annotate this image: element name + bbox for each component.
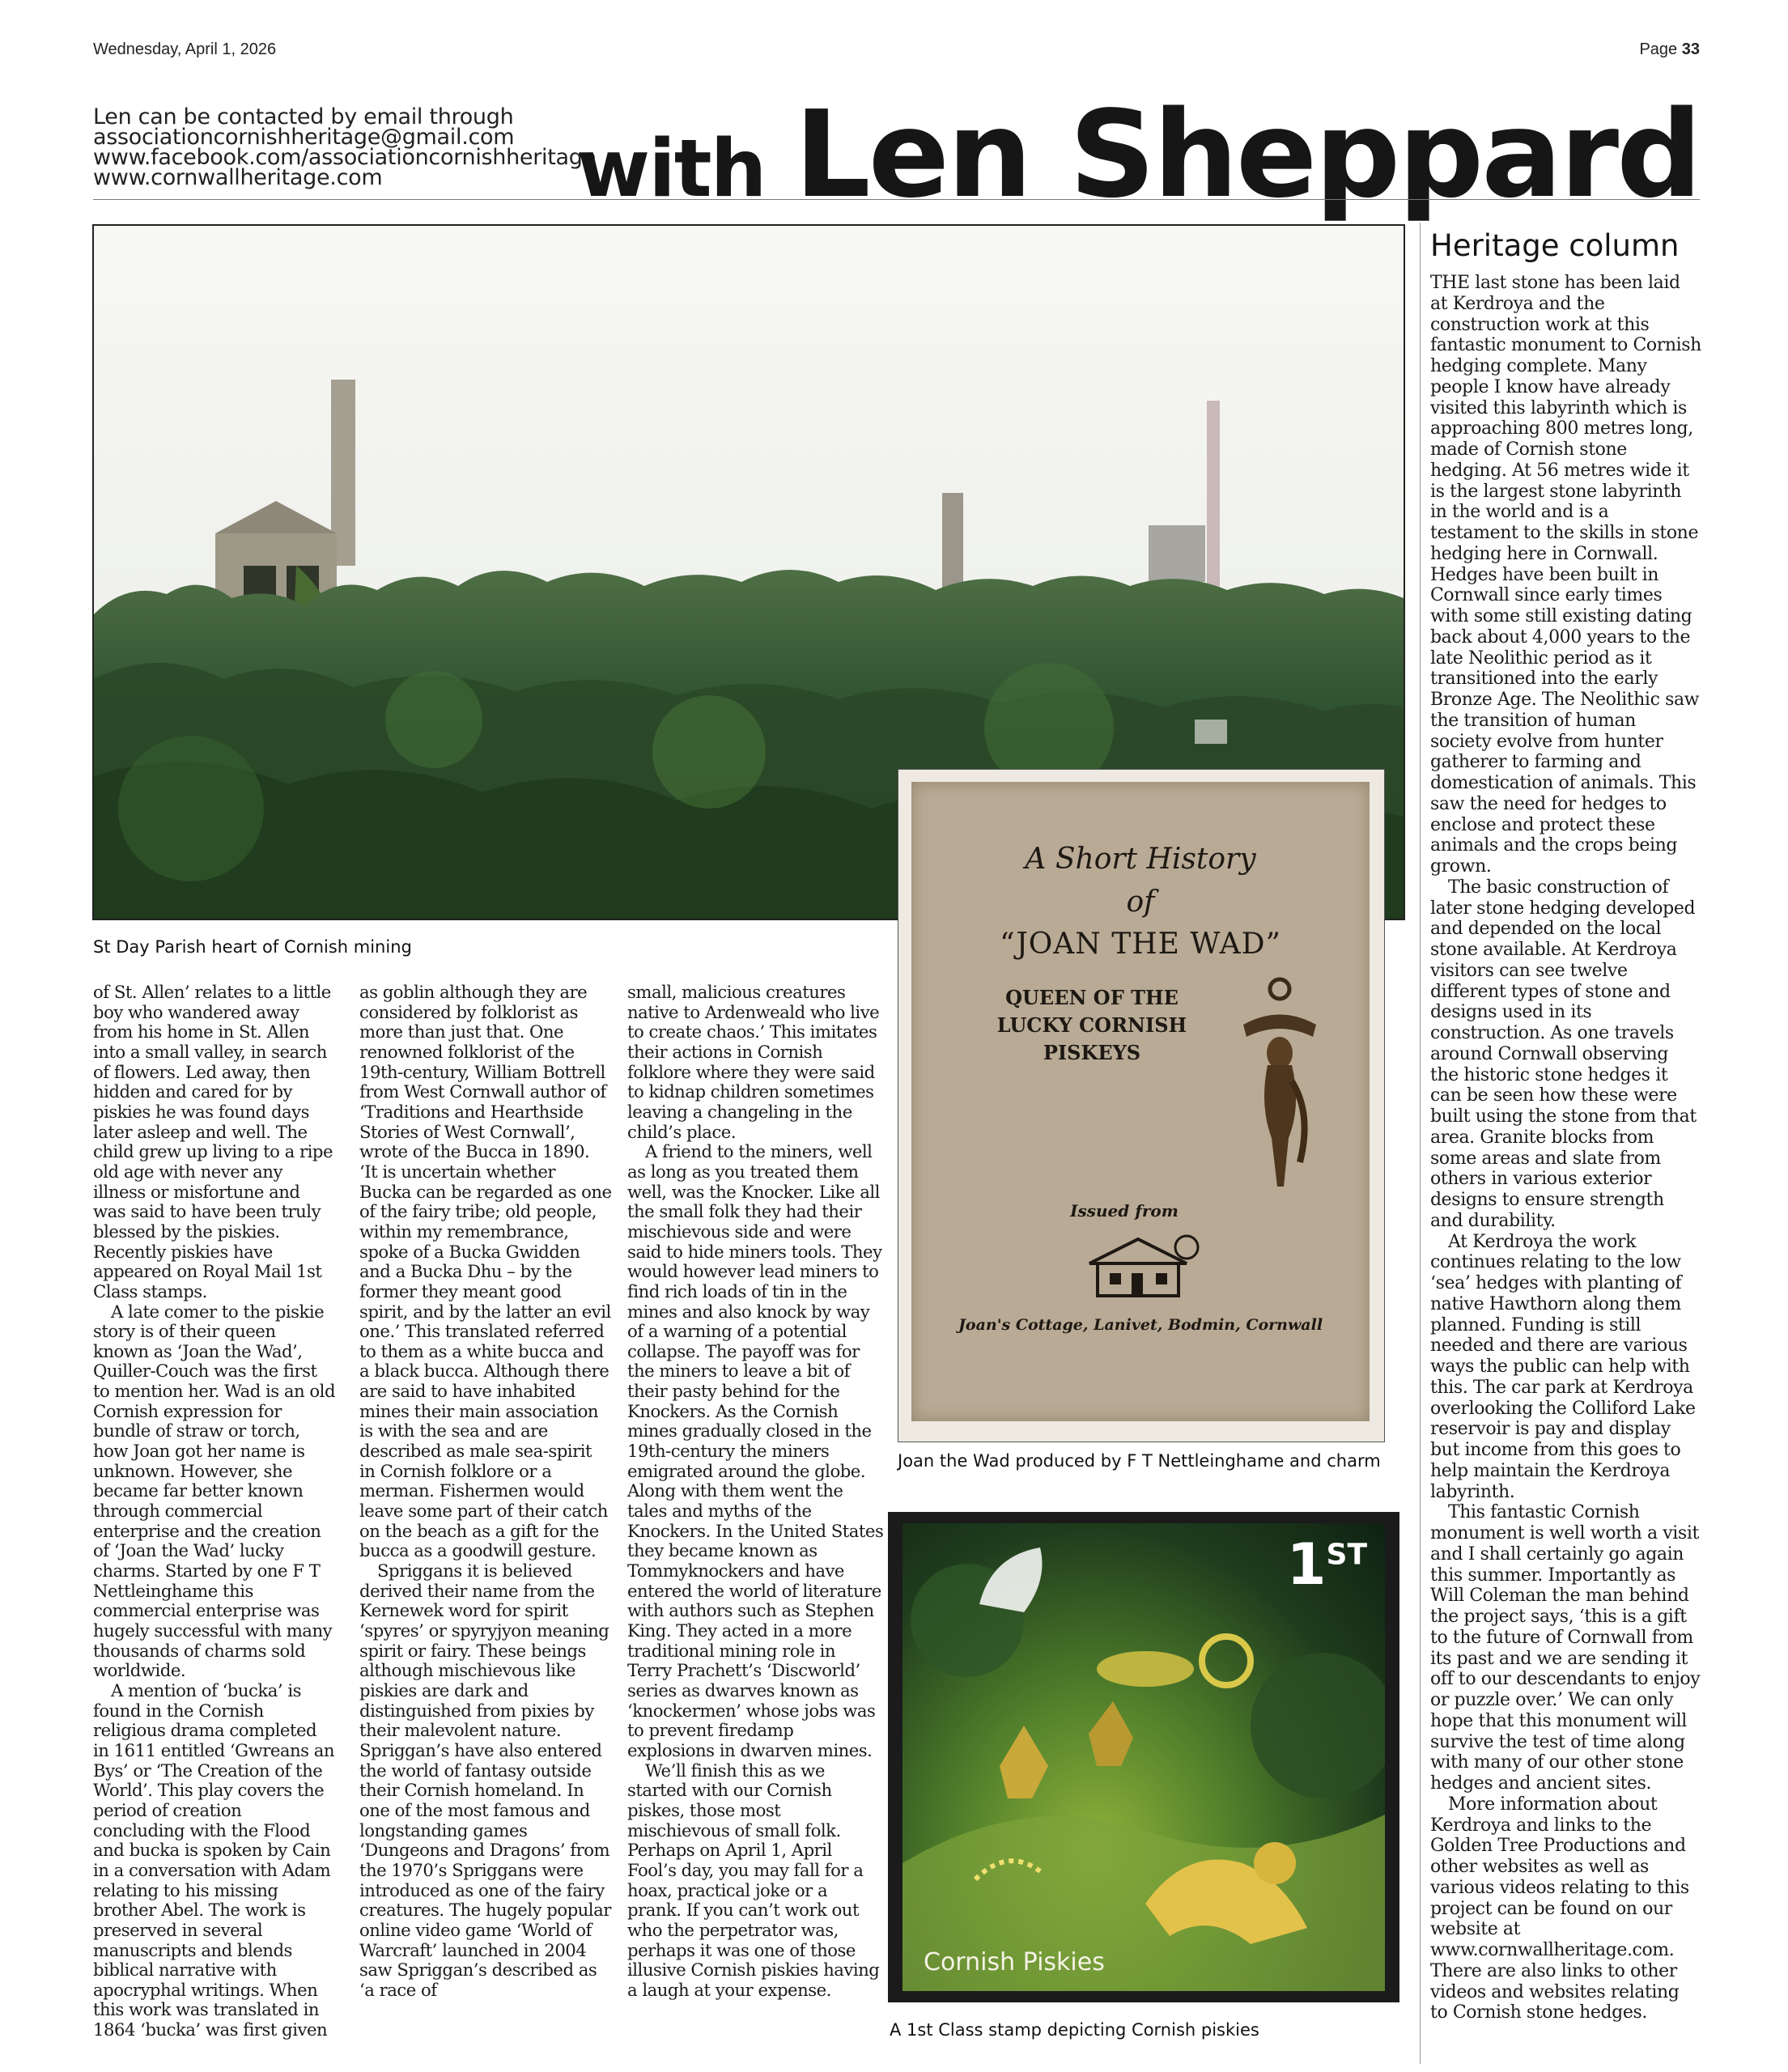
masthead-with: with — [576, 123, 766, 215]
heritage-column-title: Heritage column — [1430, 228, 1680, 263]
stamp-value — [1287, 1531, 1367, 1598]
booklet-caption: Joan the Wad produced by F T Nettleinghame and charm — [898, 1451, 1381, 1471]
booklet-line-6: PISKEYS — [1043, 1041, 1141, 1064]
paragraph: of St. Allen’ relates to a little boy who wandered away from his home in St. Allen into a small valley, in search of flowers. Led away, then hidden and cared for by piskies he was found days later asleep and well. The child grew up living to a ripe old age with never any illness or misfortune and was said to have been truly blessed by the piskies. Recently piskies have appeared on Royal Mail 1st Class stamps. — [93, 982, 333, 1301]
contact-email: associationcornishheritage@gmail.com — [93, 125, 515, 150]
page-label: Page — [1639, 40, 1678, 58]
joan-the-wad-booklet — [911, 782, 1370, 1421]
paragraph: Spriggans it is believed derived their name from the Kernewek word for spirit ‘spyres’ or spyryjyon meaning spirit or fairy. These beings although mischievous like piskies are dark and distinguished from pixies by their malevolent nature. Spriggan’s have also entered the world of fantasy outside their Cornish homeland. In one of the most famous and longstanding games ‘Dungeons and Dragons’ from the 1970’s Spriggans were introduced as one of the fairy creatures. The hugely popular online video game ‘World of Warcraft’ launched in 2004 saw Spriggan’s described as ‘a race of — [359, 1560, 611, 2000]
paragraph: A friend to the miners, well as long as you treated them well, was the Knocker. Like all the small folk they had their mischievous side and were said to hide miners tools. They would however lead miners to find rich loads of tin in the mines and also knock by way of a warning of a potential collapse. The payoff was for the miners to leave a bit of their pasty behind for the Knockers. As the Cornish mines gradually closed in the 19th-century the miners emigrated around the globe. Along with them went the tales and myths of the Knockers. In the United States they became known as Tommyknockers and have entered the world of literature with authors such as Stephen King. They acted in a more traditional mining role in Terry Prachett’s ‘Discworld’ series as dwarves known as ‘knockermen’ whose jobs was to prevent firedamp explosions in dwarven mines. — [627, 1141, 884, 1760]
contact-website: www.cornwallheritage.com — [93, 165, 383, 190]
paragraph: small, malicious creatures native to Ardenweald who live to create chaos.’ This imitates their actions in Cornish folklore where they were said to kidnap children sometimes leaving a changeling in the child’s place. — [627, 982, 880, 1142]
booklet-line-2: of — [1126, 885, 1155, 919]
booklet-line-5: LUCKY CORNISH — [996, 1013, 1187, 1037]
paragraph: The basic construction of later stone hedging developed and depended on the local stone available. At Kerdroya visitors can see twelve different types of stone and designs used in its construction. As one travels around Cornwall observing the historic stone hedges it can be seen how these were built using the stone from that area. Granite blocks from some areas and slate from others in various exterior designs to ensure strength and durability. — [1430, 877, 1697, 1231]
contact-intro: Len can be contacted by email through — [93, 104, 514, 130]
paragraph: More information about Kerdroya and links to the Golden Tree Productions and other websites as well as various videos relating to this project can be found on our website at www.cornwallheritage.com. There are also links to other videos and websites relating to Cornish stone hedges. — [1430, 1794, 1689, 2023]
paragraph: THE last stone has been laid at Kerdroya and the construction work at this fantastic monument to Cornish hedging complete. Many people I know have already visited this labyrinth which is approaching 800 metres long, made of Cornish stone hedging. At 56 metres wide it is the largest stone labyrinth in the world and is a testament to the skills in stone hedging here in Cornwall. Hedges have been built in Cornwall since early times with some still existing dating back about 4,000 years to the late Neolithic period as it transitioned into the early Bronze Age. The Neolithic saw the transition of human society evolve from hunter gatherer to farming and domestication of animals. This saw the need for hedges to enclose and protect these animals and the crops being grown. — [1430, 273, 1701, 877]
stamp-value-suffix: ST — [1326, 1538, 1367, 1572]
booklet-line-4: QUEEN OF THE — [1005, 986, 1179, 1009]
booklet-line-3: “JOAN THE WAD” — [1000, 928, 1281, 961]
charm-figure-icon — [1235, 976, 1324, 1195]
paragraph: At Kerdroya the work continues relating to the low ‘sea’ hedges with planting of native Hawthorn along them planned. Funding is still needed and there are various ways the public can help with this. The car park at Kerdroya overlooking the Colliford Lake reservoir is pay and display but income from this goes to help maintain the Kerdroya labyrinth. — [1430, 1231, 1696, 1502]
page-number-value: 33 — [1681, 40, 1700, 58]
contact-facebook: www.facebook.com/associationcornishheritage — [93, 145, 596, 170]
cottage-icon — [1081, 1231, 1203, 1304]
heritage-column — [1430, 273, 1701, 2023]
paragraph: This fantastic Cornish monument is well worth a visit and I shall certainly go again this summer. Importantly as Will Coleman the man behind the project says, ‘this is a gift to the future of Cornwall from its past and we are sending it off to our descendants to enjoy or puzzle over.’ We can only hope that this monument will survive the test of time along with many of our other stone hedges and ancient sites. — [1430, 1502, 1701, 1794]
booklet-line-1: A Short History — [1025, 843, 1256, 876]
stamp-value-number: 1 — [1286, 1531, 1327, 1598]
article-column-2 — [359, 983, 612, 2000]
booklet-address: Joan's Cottage, Lanivet, Bodmin, Cornwall — [958, 1316, 1323, 1334]
booklet-issued: Issued from — [1070, 1201, 1179, 1221]
masthead — [577, 85, 1700, 224]
column-divider — [1420, 223, 1421, 2064]
article-column-3 — [627, 983, 885, 2000]
paragraph: A mention of ‘bucka’ is found in the Cornish religious drama completed in 1611 entitled ‘Gwreans an Bys’ or ‘The Creation of the World’. This play covers the period of creation concluding with the Flood and bucka is spoken by Cain in a conversation with Adam relating to his missing brother Abel. The work is preserved in several manuscripts and blends biblical narrative with apocryphal writings. When this work was translated in 1864 ‘bucka’ was first given — [93, 1679, 335, 2040]
cornish-piskies-stamp — [888, 1512, 1399, 2002]
stamp-artwork — [902, 1523, 1385, 1991]
stamp-name: Cornish Piskies — [924, 1948, 1105, 1976]
paragraph: We’ll finish this as we started with our Cornish piskes, those most mischievous of small folk. Perhaps on April 1, April Fool’s day, you may fall for a hoax, practical joke or a prank. If you can’t work out who the perpetrator was, perhaps it was one of those illusive Cornish piskies having a laugh at your expense. — [627, 1760, 880, 2000]
page-number — [1639, 40, 1700, 59]
paragraph: as goblin although they are considered by folklorist as more than just that. One renowned folklorist of the 19th-century, William Bottrell from West Cornwall author of ‘Traditions and Hearthside Stories of West Cornwall’, wrote of the Bucca in 1890. ‘It is uncertain whether Bucka can be regarded as one of the fairy tribe; old people, within my remembrance, spoke of a Bucka Gwidden and a Bucka Dhu – by the former they meant good spirit, and by the latter an evil one.’ This translated referred to them as a white bucca and a black bucca. Although there are said to have inhabited mines their main association is with the sea and are described as male sea-spirit in Cornish folklore or a merman. Fishermen would leave some part of their catch on the beach as a gift for the bucca as a goodwill gesture. — [359, 982, 612, 1561]
article-column-1 — [93, 983, 336, 2040]
photo-caption: St Day Parish heart of Cornish mining — [93, 937, 412, 957]
masthead-author: Len Sheppard — [794, 85, 1700, 224]
header-rule — [93, 199, 1700, 200]
issue-date: Wednesday, April 1, 2026 — [93, 40, 277, 58]
paragraph: A late comer to the piskie story is of their queen known as ‘Joan the Wad’, Quiller-Couch was the first to mention her. Wad is an old Cornish expression for bundle of straw or torch, how Joan got her name is unknown. However, she became far better known through commercial enterprise and the creation of ‘Joan the Wad’ lucky charms. Started by one F T Nettleinghame this commercial enterprise was hugely successful with many thousands of charms sold worldwide. — [93, 1301, 336, 1681]
stamp-caption: A 1st Class stamp depicting Cornish piskies — [890, 2020, 1259, 2040]
